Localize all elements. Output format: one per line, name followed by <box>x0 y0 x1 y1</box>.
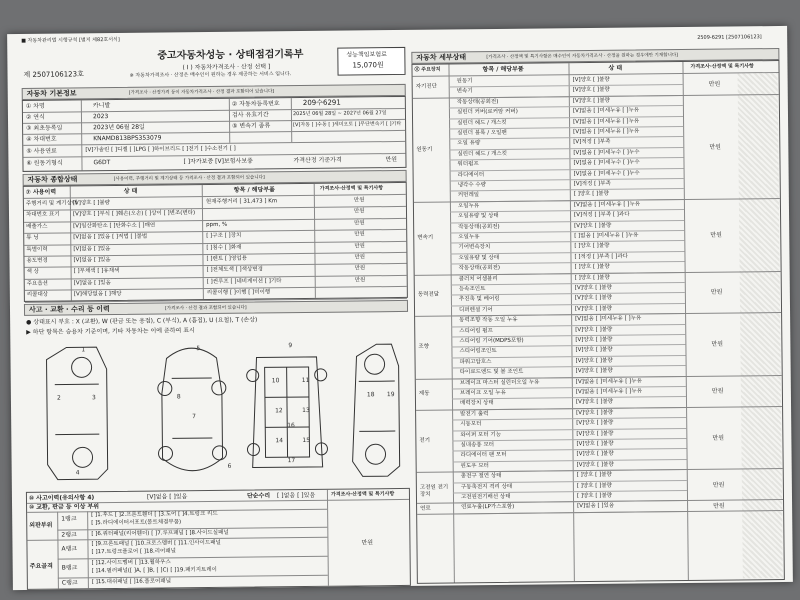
overall-cell-u: 만원 <box>353 208 365 215</box>
simple-repair-value: [ ]없음 [ ]있음 <box>276 491 316 500</box>
detail-item-status: [V]양호 [ ]불량 <box>575 347 613 354</box>
symbol-legend: ● 상태표시 부호 : X (교환), W (판금 또는 용접), C (부식), A (흠집), U (요철), T (손상) <box>26 316 258 326</box>
overall-cell-v: [V]일산화탄소 [ ]탄화수소 [ ]매연 <box>73 222 156 230</box>
part-number-label: 4 <box>75 469 80 477</box>
detail-item-status: [ ]적정 [ ]부족 [ ]과다 <box>574 253 629 260</box>
overall-cell-k: 주요옵션 <box>26 280 49 287</box>
overall-cell-k: 주행거리 및 계기상태 <box>25 200 78 207</box>
detail-item-label: 고전원전기배선 상태 <box>460 493 511 501</box>
detail-item-status: [V]양호 [ ]불량 <box>575 357 613 364</box>
form-note: ■ 자동차관리법 시행규칙 [별지 제82호서식] <box>21 36 120 44</box>
part-number-label: 12 <box>275 407 283 415</box>
inspection-document <box>7 26 793 590</box>
overall-cell-k: 튜 닝 <box>26 234 39 242</box>
detail-item-label: 배력장치 상태 <box>459 400 494 407</box>
detail-group-amount: 만원 <box>712 434 725 442</box>
detail-item-label: 타이로드엔드 및 볼 조인트 <box>459 368 524 376</box>
detail-group-label: 변속기 <box>417 234 434 242</box>
detail-item-status: [V]없음 [ ]미세누유 [ ]누유 <box>575 388 643 396</box>
detail-item-status: [V]양호 [ ]불량 <box>574 222 612 229</box>
detail-item-label: 스티어링조인트 <box>459 348 497 355</box>
detail-item-status: [ ]양호 [ ]불량 <box>576 482 612 489</box>
detail-item-status: [V]양호 [ ]불량 <box>575 336 613 344</box>
overall-cell-k: 특별이력 <box>26 246 48 253</box>
detail-group-label: 연료 <box>420 505 431 512</box>
detail-item-label: 변속기 <box>456 88 473 95</box>
overall-cell-v: [V]없음 [ ]있음 <box>73 257 111 264</box>
detail-item-status: [V]없음 [ ]미세누유 [ ]누유 <box>572 107 640 115</box>
detail-item-status: [V]양호 [ ]불량 <box>572 87 610 94</box>
detail-item-label: 실린더 헤드 / 개스킷 <box>457 150 508 158</box>
fuel-type: [V]가솔린 [ ]디젤 [ ]LPG [ ]하이브리드 [ ]전기 [ ]수소전기 [ ] <box>85 145 236 154</box>
detail-item-status: [V]없음 [ ]미세누수 [ ]누수 <box>573 170 640 177</box>
detail-item-label: 브레이크 오일 누유 <box>459 389 506 397</box>
detail-item-label: 실린더 헤드 / 개스킷 <box>457 119 507 126</box>
notice-text: ※ 자동차가격조사 · 산정은 매수인이 원하는 경우 제공하는 서비스 입니다. <box>129 71 292 79</box>
detail-group-amount: 만원 <box>709 143 721 151</box>
overall-cell-k: 리콜대상 <box>26 291 49 299</box>
first-registration: 2023년 06월 28일 <box>93 123 145 132</box>
overall-cell-k: 용도변경 <box>26 257 48 264</box>
detail-item-status: [V]없음 [ ]미세누유 [ ]누유 <box>575 378 642 385</box>
detail-item-label: 구동축전지 격리 상태 <box>460 483 513 490</box>
part-number-label: 8 <box>176 393 181 401</box>
car-name: 카니발 <box>92 102 111 110</box>
overall-cell-x: [ ]전체도색 [ ]색상변경 <box>206 266 263 274</box>
detail-status-table: ⑪ 주요장치 항목 / 해당부품 상 태 가격조사·산정액 및 특기사항 원동기 [V]양호 [ ]불량 변속기 [V]양호 [ ]불량 자기진단 만원 작동상태(공회전) [V]양호 [ ]불량 실린더 커버(로커암 커버) [V]없음 [ ]미세누유 [ ]누유 실린더 헤드 / 개스킷 [V]없음 [ ]미세누유 [ ]누유 실린더 블록 / 오일팬 [V]없음 [ ]미세누유 [ ]누유 오일 유량 [V]적정 [ ]부족 실린더 헤드 / 개스킷 [V]없음 [ ]미세누수 [ ]누수 워터펌프 [V]없음 [ ]미세누수 [ ]누수 라디에이터 [V]없음 [ ]미세누수 [ ]누수 냉각수 수량 [V]적정 [ ]부족 커먼레일 [ ]양호 [ ]불량 원동기 만원 오일누유 [V]없음 [ ]미세누유 [ ]누유 오일유량 및 상태 [V]적정 [ ]부족 [ ]과다 작동상태(공회전) [V]양호 [ ]불량 오일누유 [ ]없음 [ ]미세누유 [ ]누유 기어변속장치 [ ]양호 [ ]불량 오일유량 및 상태 [ ]적정 [ ]부족 [ ]과다 작동상태(공회전) [ ]양호 [ ]불량 변속기 만원 클러치 어셈블리 [ ]양호 [ ]불량 등속조인트 [V]양호 [ ]불량 추진축 및 베어링 [V]양호 [ ]불량 디퍼렌셜 기어 [V]양호 [ ]불량 동력전달 만원 동력조향 작동 오일 누유 [V]없음 [ ]미세누유 [ ]누유 스티어링 펌프 [V]양호 [ ]불량 스티어링 기어(MDPS포함) [V]양호 [ ]불량 스티어링조인트 [V]양호 [ ]불량 파워고압호스 [V]양호 [ ]불량 타이로드엔드 및 볼 조인트 [V]양호 [ ]불량 조향 만원 브레이크 마스터 실린더오일 누유 [V]없음 [ ]미세누유 [ ]누유 브레이크 오일 누유 [V]없음 [ ]미세누유 [ ]누유 배력장치 상태 [V]양호 [ ]불량 제동 만원 발전기 출력 [V]양호 [ ]불량 시동모터 [V]양호 [ ]불량 와이퍼 모터 기능 [V]양호 [ ]불량 실내송풍 모터 [V]양호 [ ]불량 라디에이터 팬 모터 [V]양호 [ ]불량 윈도우 모터 [V]양호 [ ]불량 전기 만원 충전구 절연 상태 [ ]양호 [ ]불량 구동축전지 격리 상태 [ ]양호 [ ]불량 고전원전기배선 상태 [ ]양호 [ ]불량 고전원 전기장치 만원 연료누출(LP가스포함) [V]없음 [ ]있음 연료 만원 <box>411 60 784 584</box>
detail-item-status: [V]양호 [ ]불량 <box>574 284 612 292</box>
document-number: 제 2507106123호 <box>23 70 84 79</box>
detail-item-status: [V]양호 [ ]불량 <box>576 440 614 448</box>
right-code: 2509-6291 [2507106123] <box>697 34 762 41</box>
document-subtitle: ( Ⅰ ) 자동차가격조사 · 산정 선택 ] <box>182 63 271 72</box>
detail-item-status: [ ]양호 [ ]불량 <box>574 263 610 271</box>
detail-item-status: [V]없음 [ ]미세누수 [ ]누수 <box>573 159 640 167</box>
inspection-period: 2025년 06월 28일 ~ 2027년 06월 27일 <box>292 110 387 118</box>
detail-group-amount: 만원 <box>711 341 724 349</box>
overall-cell-v: [V]없음 [ ]있음 [ ]적법 [ ]불법 <box>73 233 148 241</box>
detail-item-label: 발전기 출력 <box>460 410 489 418</box>
overall-cell-k: 차대번호 표기 <box>25 211 60 219</box>
detail-group-label: 제동 <box>418 390 430 397</box>
detail-item-status: [V]적정 [ ]부족 <box>573 139 611 146</box>
detail-group-amount: 만원 <box>713 502 725 510</box>
detail-item-status: [V]없음 [ ]미세누유 [ ]누유 <box>573 201 641 208</box>
overall-cell-v: [ ]무채색 [ ]유채색 <box>73 268 120 275</box>
detail-item-label: 브레이크 마스터 실린더오일 누유 <box>459 379 540 386</box>
engine-type: G6DT <box>93 159 111 167</box>
detail-group-label: 전기 <box>419 437 431 444</box>
detail-item-label: 실내송풍 모터 <box>460 442 495 449</box>
overall-cell-u: 만원 <box>354 254 366 261</box>
part-number-label: 5 <box>196 345 201 353</box>
detail-item-label: 실린더 커버(로커암 커버) <box>456 108 518 116</box>
detail-item-label: 오일유량 및 상태 <box>458 254 500 262</box>
overall-status-table: ⑦ 사용이력 상 태 항목 / 해당부품 가격조사·산정액 및 특기사항 주행거리 및 계기상태 [V]양호 [ ]불량 현재주행거리 [ 31,473 ] Km 만원 차대번호 표기 [V]양호 [ ]부식 [ ]훼손(오손) [ ]상이 [ ]변조(변타) 만원 배출가스 [V]일산화탄소 [ ]탄화수소 [ ]매연 ppm, % 만원 튜 닝 [V]없음 [ ]있음 [ ]적법 [ ]불법 [ ]구조 [ ]장치 만원 특별이력 [V]없음 [ ]있음 [ ]침수 [ ]화재 만원 용도변경 [V]없음 [ ]있음 [ ]렌트 [ ]영업용 만원 색 상 [ ]무채색 [ ]유채색 [ ]전체도색 [ ]색상변경 만원 주요옵션 [V]없음 [ ]있음 [ ]썬루프 [ ]네비게이션 [ ]기타 만원 리콜대상 [V]해당없음 [ ]해당 리콜이행 [ ]이행 [ ]미이행 <box>23 182 408 302</box>
part-number-label: 1 <box>81 346 86 354</box>
detail-item-label: 실린더 블록 / 오일팬 <box>457 129 507 137</box>
car-diagram <box>26 336 408 490</box>
overall-cell-x: 현재주행거리 [ 31,473 ] Km <box>205 198 278 206</box>
detail-item-label: 등속조인트 <box>458 286 486 293</box>
overall-cell-x: 리콜이행 [ ]이행 [ ]미이행 <box>206 289 271 297</box>
part-number-label: 3 <box>91 394 96 402</box>
part-number-label: 14 <box>275 437 284 445</box>
overall-cell-v: [V]없음 [ ]있음 <box>73 245 111 253</box>
part-number-label: 13 <box>302 406 310 415</box>
registration-number: 209수6291 <box>302 98 341 108</box>
detail-group-label: 자기진단 <box>415 83 437 91</box>
detail-item-label: 동력조향 작동 오일 누유 <box>459 316 518 324</box>
detail-item-label: 클러치 어셈블리 <box>458 275 498 282</box>
accident-history-value: [V]없음 [ ]있음 <box>146 493 188 501</box>
detail-item-label: 라디에이터 <box>457 171 485 178</box>
detail-item-label: 작동상태(공회전) <box>456 98 499 106</box>
detail-group-amount: 만원 <box>711 387 724 395</box>
part-number-label: 11 <box>301 376 310 385</box>
detail-item-status: [ ]양호 [ ]불량 <box>574 243 610 250</box>
detail-item-label: 기어변속장치 <box>458 244 491 251</box>
overall-cell-u: 만원 <box>354 220 365 227</box>
part-number-label: 16 <box>287 422 295 430</box>
detail-item-label: 오일 유량 <box>457 140 481 147</box>
detail-item-status: [V]양호 [ ]불량 <box>576 430 614 437</box>
part-number-label: 9 <box>288 342 293 350</box>
detail-item-status: [ ]양호 [ ]불량 <box>576 492 613 500</box>
accident-section-header: 사고 · 교환 · 수리 등 이력 [가격조사 · 산정 결과 포함되어 있습니다] <box>24 300 408 316</box>
detail-item-label: 윈도우 모터 <box>460 462 490 470</box>
detail-group-label: 조향 <box>418 344 430 351</box>
part-number-label: 2 <box>56 394 61 402</box>
detail-item-status: [V]양호 [ ]불량 <box>572 97 610 104</box>
transmission: [V]자동 [ ]수동 [ ]세미오토 [ ]무단변속기 [ ]기타 <box>293 120 402 129</box>
detail-item-status: [V]양호 [ ]불량 <box>572 76 610 84</box>
detail-item-status: [V]적정 [ ]부족 [ ]과다 <box>574 211 630 219</box>
detail-item-status: [V]없음 [ ]미세누유 [ ]누유 <box>573 118 640 125</box>
detail-group-label: 고전원 전기장치 <box>419 484 449 498</box>
overall-cell-u: 만원 <box>354 265 366 272</box>
detail-item-label: 충전구 절연 상태 <box>460 473 502 480</box>
overall-cell-x: [ ]썬루프 [ ]네비게이션 [ ]기타 <box>206 278 282 285</box>
detail-item-status: [V]양호 [ ]불량 <box>576 461 614 468</box>
detail-item-status: [V]양호 [ ]불량 <box>574 305 613 312</box>
detail-item-label: 워터펌프 <box>457 161 479 168</box>
detail-item-label: 스티어링 기어(MDPS포함) <box>459 337 524 345</box>
detail-item-status: [V]없음 [ ]미세누유 [ ]누유 <box>575 315 642 323</box>
vin: KNAMD813BPS353079 <box>93 134 162 143</box>
overall-cell-x: ppm, % <box>206 221 228 228</box>
detail-group-amount: 만원 <box>710 231 722 239</box>
detail-item-status: [V]양호 [ ]불량 <box>575 367 613 375</box>
detail-item-label: 디퍼렌셜 기어 <box>458 306 493 314</box>
overall-cell-k: 색 상 <box>26 269 40 276</box>
model-year: 2023 <box>92 113 109 121</box>
basic-info-table: ① 차명 카니발 ② 연식 2023 ③ 최초등록일 2023년 06월 28일 ④ 차대번호 KNAMD813BPS353079 ⑤ 사용연료 [V]가솔린 [ ]디젤 [ ]LPG [ ]하이브리드 [ ]전기 [ ]수소전기 [ ] ⑥ 원동기형식 G6DT ② 자동차등록번호 209수6291 검사 유효기간 2025년 06월 28일 ~ 2027년 06월 27일 ⑤ 변속기 종류 [V]자동 [ ]수동 [ ]세미오토 [ ]무단변속기 [ ]기타 [ ]자가보증 [V]보험사보증 가격산정 기준가격 만원 <box>22 96 407 172</box>
overall-cell-x: [ ]침수 [ ]화재 <box>206 244 242 251</box>
detail-item-status: [V]없음 [ ]미세누유 [ ]누유 <box>573 128 640 136</box>
detail-group-label: 동력전달 <box>417 291 440 299</box>
part-number-label: 15 <box>302 436 311 445</box>
detail-group-label: 원동기 <box>416 146 433 153</box>
detail-item-status: [ ]없음 [ ]미세누유 [ ]누유 <box>574 232 639 240</box>
fee-label: 성능책임보험료 <box>346 51 387 59</box>
detail-item-status: [ ]양호 [ ]불량 <box>573 191 609 198</box>
detail-item-label: 오일누유 <box>457 202 480 210</box>
detail-item-label: 와이퍼 모터 기능 <box>460 431 502 438</box>
overall-cell-x: [ ]구조 [ ]장치 <box>206 232 242 240</box>
fee-box <box>337 47 405 76</box>
detail-item-status: [V]양호 [ ]불량 <box>576 419 614 427</box>
part-number-label: 10 <box>271 377 280 385</box>
overall-cell-v: [V]양호 [ ]불량 <box>72 200 111 207</box>
overall-cell-k: 배출가스 <box>26 223 48 230</box>
detail-item-status: [V]양호 [ ]불량 <box>574 295 613 302</box>
warranty-type: [ ]자가보증 [V]보험사보증 <box>183 157 253 166</box>
part-number-label: 17 <box>287 457 296 465</box>
detail-item-label: 추진축 및 베어링 <box>458 296 500 303</box>
detail-item-label: 시동모터 <box>460 421 482 428</box>
overall-cell-u: 만원 <box>354 277 366 284</box>
part-number-label: 19 <box>386 391 395 399</box>
part-number-label: 18 <box>366 391 375 399</box>
detail-group-amount: 만원 <box>708 81 721 89</box>
history-table: ⑩ 사고이력(유의사항 4) [V]없음 [ ]있음 단순수리 [ ]없음 [ ]있음 가격조사·산정액 및 특기사항 ⑩ 교환, 판금 등 이상 부위 외판부위 1랭크 [ ]1.후드 [ ]2.프론트휀더 [ ]3.도어 [ ]4.트렁크 리드 [ ]5.라디에이터서포트(볼트체결부품) 2랭크 [ ]6.쿼터패널(리어휀더) [ ]7.루프패널 [ ]8.사이드실패널 주요골격 A랭크 [ ]9.프론트패널 [ ]10.크로스멤버 [ ]11.인사이드패널 [ ]17.트렁크플로어 [ ]18.리어패널 B랭크 [ ]12.사이드멤버 [ ]13.휠하우스 [ ]14.필러패널([ ]A, [ ]B, [ ]C) [ ]19.패키지트레이 C랭크 [ ]15.대쉬패널 [ ]16.플로어패널 만원 <box>26 488 411 590</box>
detail-item-label: 오일유량 및 상태 <box>458 213 499 220</box>
part-number-label: 6 <box>227 462 232 470</box>
detail-group-amount: 만원 <box>712 481 725 489</box>
overall-cell-v: [V]해당없음 [ ]해당 <box>73 291 122 298</box>
document-title: 중고자동차성능 · 상태점검기록부 <box>157 48 304 62</box>
detail-section-header: 자동차 세부상태 [가격조사 · 산정액 및 특기사항은 매수인이 자동차가격조사 · 산정을 원하는 경우에만 기재합니다] <box>411 48 779 64</box>
detail-item-status: [V]없음 [ ]있음 <box>577 503 615 510</box>
detail-item-label: 라디에이터 팬 모터 <box>460 452 507 459</box>
overall-cell-u: 만원 <box>354 231 365 238</box>
overall-cell-v: [V]없음 [ ]있음 <box>73 279 111 287</box>
detail-item-status: [V]양호 [ ]불량 <box>576 409 614 416</box>
overall-cell-u: 만원 <box>354 242 366 250</box>
part-number-label: 7 <box>192 413 196 421</box>
detail-item-status: [V]없음 [ ]미세누수 [ ]누수 <box>573 149 640 156</box>
symbol-note: ▶ 하단 항목은 승용차 기준이며, 기타 자동차는 이에 준하여 표시 <box>26 327 195 336</box>
overall-cell-v: [V]양호 [ ]부식 [ ]훼손(오손) [ ]상이 [ ]변조(변타) <box>72 210 196 218</box>
detail-item-status: [V]양호 [ ]불량 <box>575 326 613 333</box>
detail-item-label: 커먼레일 <box>457 192 480 199</box>
overall-cell-x: [ ]렌트 [ ]영업용 <box>206 255 247 263</box>
detail-item-status: [V]양호 [ ]불량 <box>576 451 614 458</box>
detail-item-status: [ ]양호 [ ]불량 <box>574 274 610 281</box>
basic-section-header: 자동차 기본정보 [가격조사 · 산정가격 등이 자동차가격조사 · 산정 결과 포함되어 있습니다] <box>22 84 406 100</box>
overall-section-header: 자동차 종합상태 [사용이력, 주행거리 및 계기상태 등 가격조사 · 산정 결과 포함되어 있습니다] <box>23 170 407 186</box>
fee-value: 15,070원 <box>352 61 384 70</box>
detail-item-label: 작동상태(공회전) <box>458 265 501 272</box>
detail-item-label: 파워고압호스 <box>459 358 492 366</box>
detail-item-status: [V]양호 [ ]불량 <box>575 399 614 406</box>
detail-group-amount: 만원 <box>710 289 723 297</box>
detail-item-label: 원동기 <box>456 78 473 85</box>
detail-item-label: 작동상태(공회전) <box>458 223 500 230</box>
detail-item-label: 오일누유 <box>458 234 480 241</box>
detail-item-label: 스티어링 펌프 <box>459 327 493 334</box>
detail-item-label: 연료누출(LP가스포함) <box>461 504 515 511</box>
detail-item-status: [V]적정 [ ]부족 <box>573 180 611 188</box>
detail-item-label: 냉각수 수량 <box>457 182 487 189</box>
overall-cell-u: 만원 <box>353 197 365 204</box>
detail-item-status: [ ]양호 [ ]불량 <box>576 471 612 479</box>
